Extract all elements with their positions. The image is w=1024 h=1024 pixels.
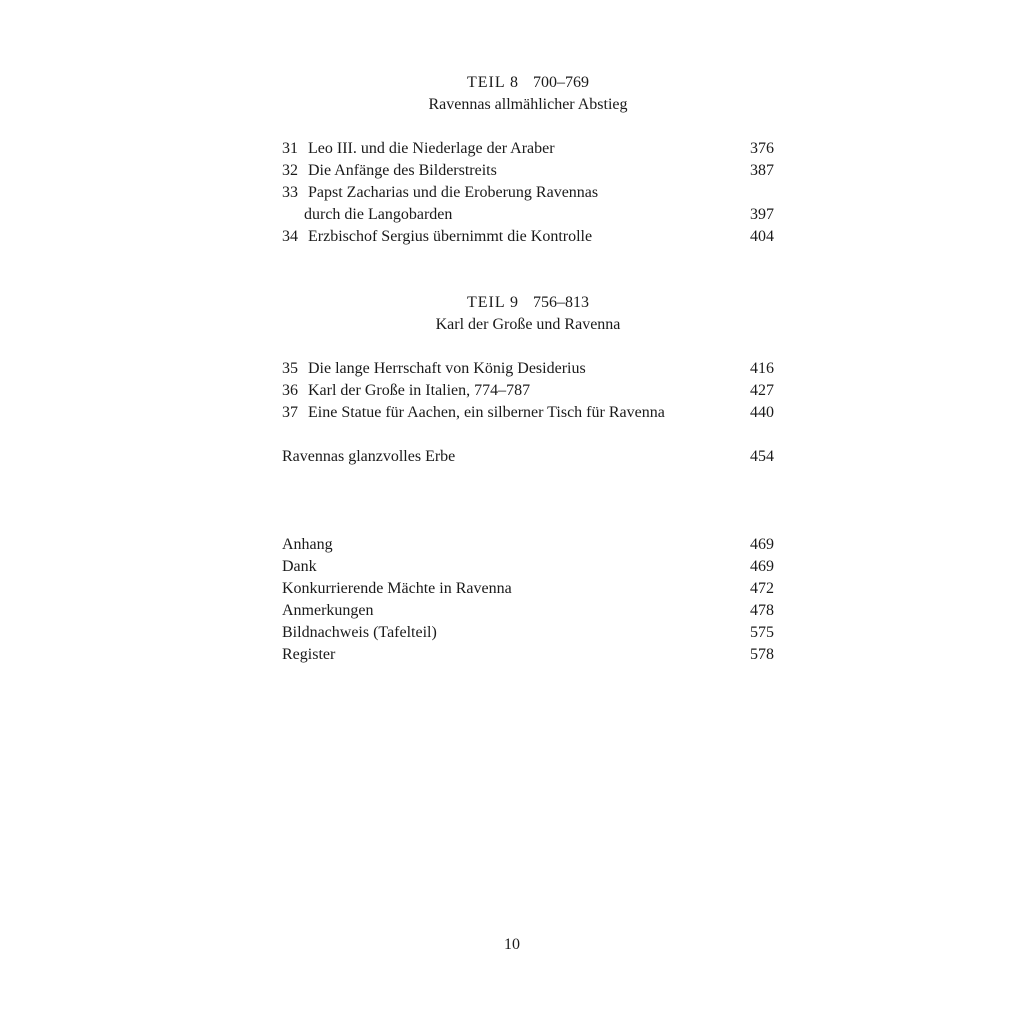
page-number: 469 xyxy=(750,536,774,553)
toc-entry-appendix xyxy=(282,556,774,578)
part-years: 756–813 xyxy=(533,294,590,311)
chapter-title: Leo III. und die Niederlage der Araber xyxy=(308,140,555,157)
toc-entry xyxy=(282,226,774,248)
part-label xyxy=(282,292,774,314)
chapter-number: 32 xyxy=(282,162,298,179)
toc-entry xyxy=(282,358,774,380)
part-subtitle: Ravennas allmählicher Abstieg xyxy=(428,96,628,113)
chapter-number: 36 xyxy=(282,382,298,399)
chapter-number: 37 xyxy=(282,404,298,421)
page-number: 397 xyxy=(750,206,774,223)
toc-entry-appendix xyxy=(282,644,774,666)
appendix-title: Konkurrierende Mächte in Ravenna xyxy=(282,580,512,597)
part-label xyxy=(282,72,774,94)
page-number: 376 xyxy=(750,140,774,157)
page-number: 478 xyxy=(750,602,774,619)
toc-entry xyxy=(282,160,774,182)
chapter-number: 33 xyxy=(282,184,298,201)
page-number: 454 xyxy=(750,448,774,465)
page-number: 578 xyxy=(750,646,774,663)
appendix-title: Anmerkungen xyxy=(282,602,374,619)
epilogue-title: Ravennas glanzvolles Erbe xyxy=(282,448,456,465)
chapter-title: Die lange Herrschaft von König Desiderius xyxy=(308,360,586,377)
toc-entry xyxy=(282,402,774,424)
toc-entry-epilogue xyxy=(282,446,774,468)
toc-entry xyxy=(282,380,774,402)
toc-entry-appendix xyxy=(282,600,774,622)
page-number: 427 xyxy=(750,382,774,399)
chapter-title-continuation: durch die Langobarden xyxy=(304,206,453,223)
chapter-number: 34 xyxy=(282,228,298,245)
chapter-title: Papst Zacharias und die Eroberung Ravennas xyxy=(308,184,599,201)
toc-entry-appendix xyxy=(282,534,774,556)
chapter-title: Erzbischof Sergius übernimmt die Kontrolle xyxy=(308,228,593,245)
toc-entry xyxy=(282,182,774,204)
page-number: 575 xyxy=(750,624,774,641)
page-number: 387 xyxy=(750,162,774,179)
toc-entry-appendix xyxy=(282,578,774,600)
toc-entry xyxy=(282,138,774,160)
appendix-title: Bildnachweis (Tafelteil) xyxy=(282,624,437,641)
chapter-title: Eine Statue für Aachen, ein silberner Tisch für Ravenna xyxy=(308,404,665,421)
part-heading xyxy=(282,292,774,336)
chapter-title: Die Anfänge des Bilderstreits xyxy=(308,162,497,179)
appendix-title: Register xyxy=(282,646,336,663)
page-number: 404 xyxy=(750,228,774,245)
page-number: 416 xyxy=(750,360,774,377)
page-number: 440 xyxy=(750,404,774,421)
part-number: TEIL 9 xyxy=(466,294,520,311)
appendix-title: Anhang xyxy=(282,536,333,553)
toc-entry-continuation xyxy=(282,204,774,226)
chapter-number: 31 xyxy=(282,140,298,157)
page-number: 472 xyxy=(750,580,774,597)
part-years: 700–769 xyxy=(533,74,590,91)
part-heading xyxy=(282,72,774,116)
appendix-title: Dank xyxy=(282,558,317,575)
chapter-title: Karl der Große in Italien, 774–787 xyxy=(308,382,531,399)
part-number: TEIL 8 xyxy=(466,74,520,91)
toc-entry-appendix xyxy=(282,622,774,644)
page-number: 469 xyxy=(750,558,774,575)
folio-page-number: 10 xyxy=(504,936,520,953)
chapter-number: 35 xyxy=(282,360,298,377)
part-subtitle: Karl der Große und Ravenna xyxy=(435,316,621,333)
